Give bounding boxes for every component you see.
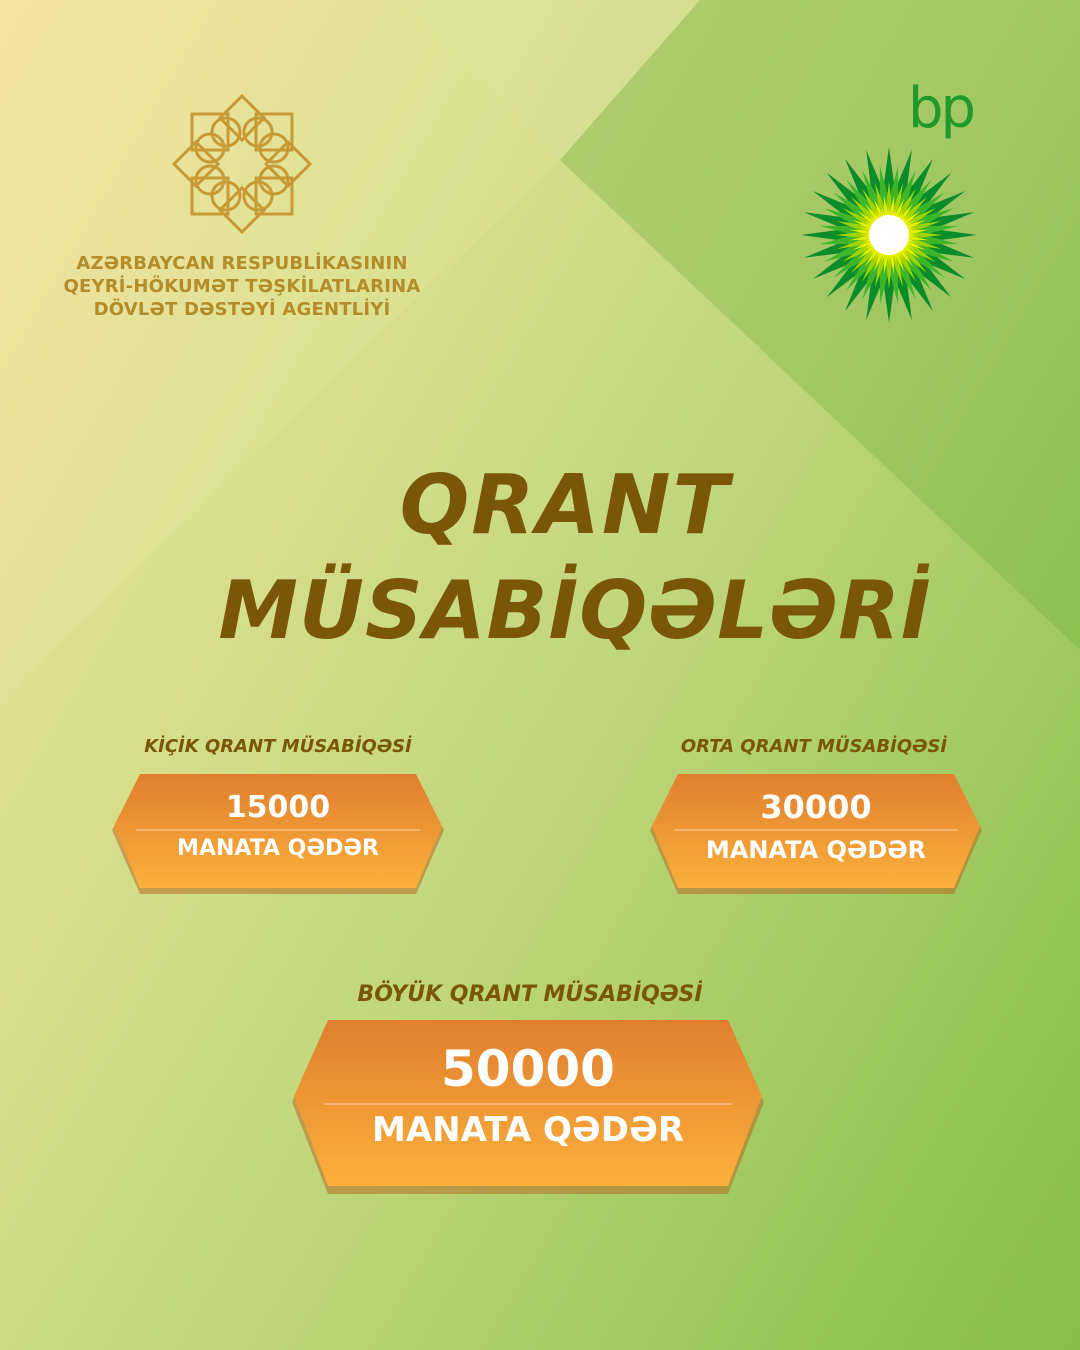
grant-medium-amount: 30000 xyxy=(760,788,872,826)
page-title-line-1: QRANT xyxy=(399,458,731,553)
page-title-line-2: MÜSABİQƏLƏRİ xyxy=(218,564,932,657)
grant-small-badge xyxy=(110,772,446,896)
ornamental-knot-icon xyxy=(170,92,314,236)
grant-large-label: BÖYÜK QRANT MÜSABİQƏSİ xyxy=(357,982,703,1007)
grant-small-unit: MANATA QƏDƏR xyxy=(177,836,379,861)
helios-sunflower-icon xyxy=(800,146,978,324)
grant-small-amount: 15000 xyxy=(225,790,331,825)
bp-wordmark: bp xyxy=(908,76,974,141)
grant-medium-label: ORTA QRANT MÜSABİQƏSİ xyxy=(680,736,948,757)
agency-name-line-1: AZƏRBAYCAN RESPUBLİKASININ xyxy=(76,253,408,274)
grant-medium-unit: MANATA QƏDƏR xyxy=(705,836,927,864)
agency-name-line-3: DÖVLƏT DƏSTƏYİ AGENTLİYİ xyxy=(93,299,391,320)
grant-medium-badge xyxy=(648,772,984,896)
grant-large-badge xyxy=(290,1018,766,1196)
grant-small-label: KİÇİK QRANT MÜSABİQƏSİ xyxy=(144,736,412,757)
agency-name-line-2: QEYRİ-HÖKUMƏT TƏŞKİLATLARINA xyxy=(63,276,421,297)
agency-name xyxy=(40,252,444,321)
grant-large-unit: MANATA QƏDƏR xyxy=(371,1110,685,1150)
grant-large-amount: 50000 xyxy=(441,1040,615,1098)
